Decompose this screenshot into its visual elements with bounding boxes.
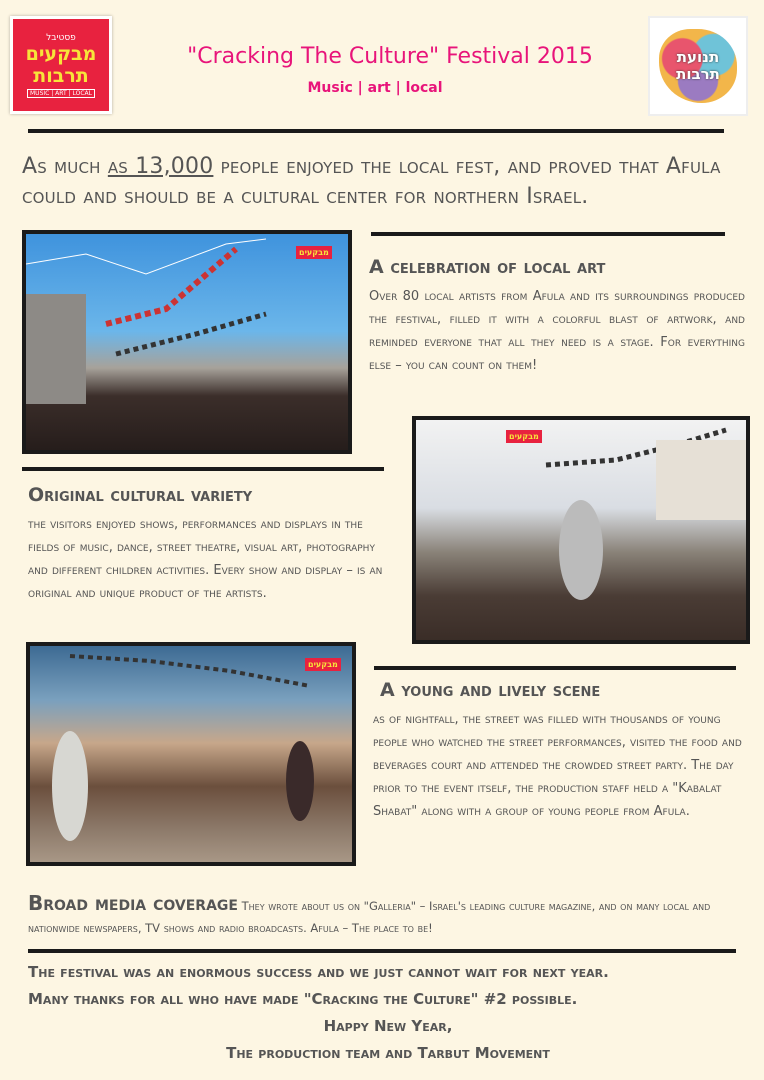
closing-line: The festival was an enormous success and we just cannot wait for next year.	[28, 963, 609, 981]
section-heading: A young and lively scene	[380, 679, 601, 701]
intro-text: people enjoyed the local fest, and proved that Afula could and should be a cultural center for northern Israel.	[22, 154, 721, 209]
closing-line: Many thanks for all who have made "Cracking the Culture" #2 possible.	[28, 990, 578, 1008]
logo-sign: מבקעים	[305, 658, 341, 671]
media-body: They wrote about us on "Galleria" – Israel's leading culture magazine, and on many local and nationwide newspapers, TV shows and radio broadcasts. Afula – The place to be!	[28, 899, 711, 935]
logo-line: MUSIC | ART | LOCAL	[27, 89, 95, 98]
night-dance-photo	[26, 642, 356, 866]
bunting-decoration	[416, 420, 746, 640]
page-title: "Cracking The Culture" Festival 2015	[187, 44, 593, 69]
performers-decoration	[30, 646, 352, 862]
logo-line: פסטיבל	[46, 32, 76, 43]
intro-paragraph	[22, 152, 752, 212]
closing-signature: The production team and Tarbut Movement	[226, 1044, 550, 1062]
festival-crowd-photo	[22, 230, 352, 454]
logo-sign: מבקעים	[296, 246, 332, 259]
divider	[28, 129, 724, 133]
media-paragraph	[28, 892, 746, 939]
divider	[22, 467, 384, 471]
section-body: Over 80 local artists from Afula and its surroundings produced the festival, filled it with a colorful blast of artwork, and reminded everyone that all they need is a stage. For everything else – you can count on them!	[369, 289, 745, 373]
closing-block	[28, 959, 748, 1067]
logo-line: מבקעים	[25, 42, 97, 65]
street-performance-photo	[412, 416, 750, 644]
intro-highlight: as 13,000	[107, 154, 214, 179]
section-body: the visitors enjoyed shows, performances and displays in the fields of music, dance, street theatre, visual art, photography and different children activities. Every show and display – is an original and unique product of the artists.	[28, 517, 383, 601]
section-heading: A celebration of local art	[369, 256, 606, 278]
section-body: as of nightfall, the street was filled with thousands of young people who watched the street performances, visited the food and beverages court and attended the crowded street party. The day prior to the event itself, the production staff held a "Kabalat Shabat" along with a group of young people from Afula.	[373, 712, 742, 819]
logo-line: תנועת	[676, 48, 720, 66]
bunting-decoration	[26, 234, 348, 450]
divider	[28, 949, 736, 953]
logo-sign: מבקעים	[506, 430, 542, 443]
logo-line: תרבות	[676, 65, 720, 83]
section-heading: Original cultural variety	[28, 484, 253, 506]
festival-logo	[10, 16, 112, 114]
intro-text: As much	[22, 154, 108, 179]
tarbut-movement-logo	[648, 16, 748, 116]
closing-greeting: Happy New Year,	[323, 1017, 453, 1035]
divider	[374, 666, 736, 670]
page-subtitle: Music | art | local	[307, 80, 443, 96]
divider	[371, 232, 725, 236]
media-heading: Broad media coverage	[28, 891, 238, 915]
logo-line: תרבות	[33, 64, 89, 87]
